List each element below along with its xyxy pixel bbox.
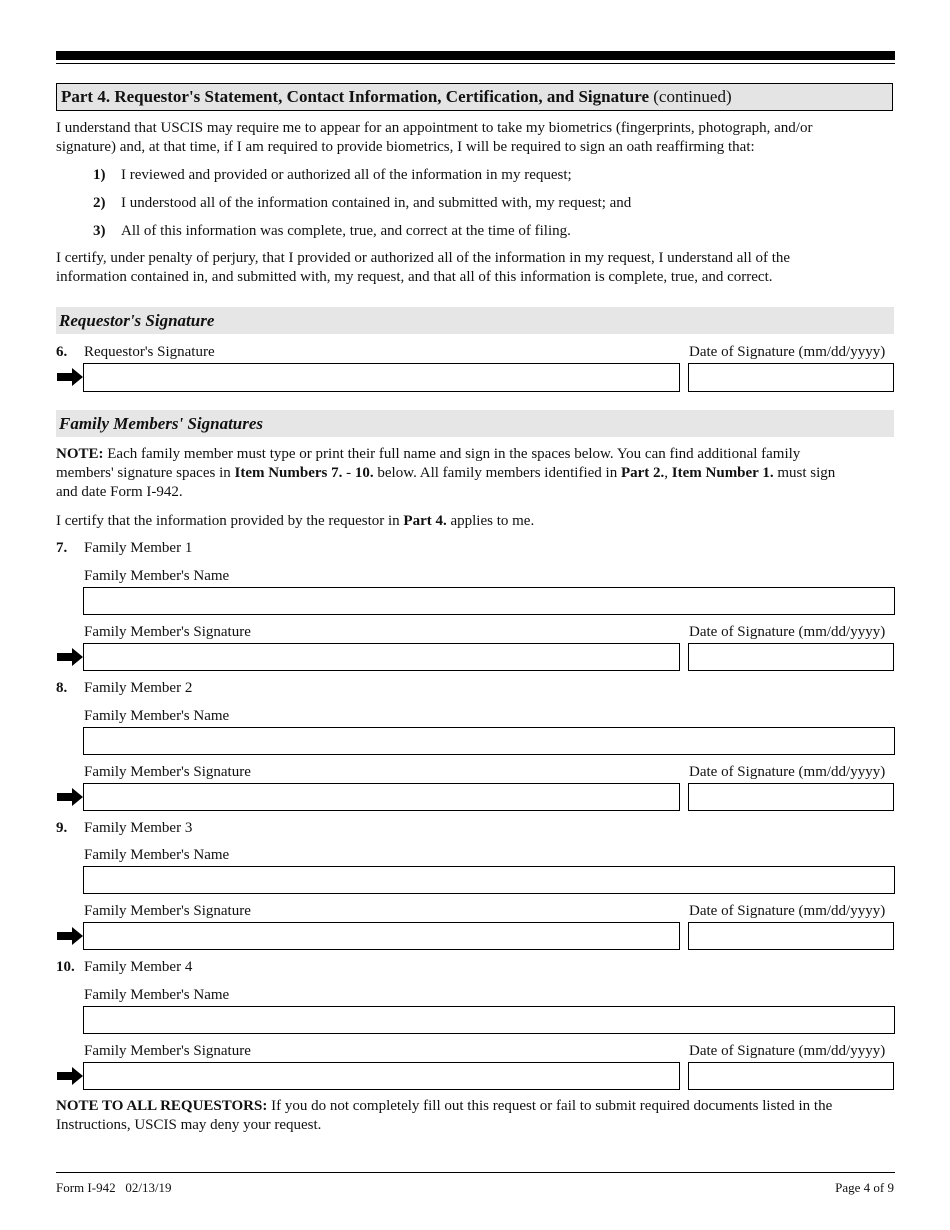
item-9-number: 9. bbox=[56, 820, 68, 836]
family-certify-c: applies to me. bbox=[446, 513, 535, 529]
top-rule-thin bbox=[56, 63, 895, 64]
family-member-4-name-field[interactable] bbox=[83, 1006, 895, 1034]
family-member-2-date-field[interactable] bbox=[688, 783, 894, 811]
biometrics-line-1: I understand that USCIS may require me to appear for an appointment to take my biometrics (fingerprints, photograph, and/or bbox=[56, 120, 813, 136]
family-member-3-name-label: Family Member's Name bbox=[84, 847, 230, 863]
biometrics-line-2: signature) and, at that time, if I am required to provide biometrics, I will be required to sign an oath reaffirming that: bbox=[56, 139, 755, 155]
oath-item-1-text: I reviewed and provided or authorized all of the information in my request; bbox=[121, 167, 572, 183]
footer-rule bbox=[56, 1172, 895, 1173]
requestor-signature-label: Requestor's Signature bbox=[84, 344, 215, 360]
family-note-paragraph bbox=[56, 445, 896, 502]
item-6-number: 6. bbox=[56, 344, 68, 360]
oath-item-1-num: 1) bbox=[93, 167, 106, 183]
certify-line-2: information contained in, and submitted with, my request, and that all of this information is complete, true, and correct. bbox=[56, 269, 773, 285]
family-member-1-name-label: Family Member's Name bbox=[84, 568, 230, 584]
oath-item-2-num: 2) bbox=[93, 195, 106, 211]
family-certify-line bbox=[56, 512, 896, 531]
family-member-1-name-field[interactable] bbox=[83, 587, 895, 615]
final-note-paragraph bbox=[56, 1097, 896, 1135]
family-member-2-name-field[interactable] bbox=[83, 727, 895, 755]
family-member-2-signature-label: Family Member's Signature bbox=[84, 764, 251, 780]
family-note-line-1 bbox=[56, 445, 896, 464]
family-member-1-title: Family Member 1 bbox=[84, 540, 193, 556]
note-text-1: Each family member must type or print their full name and sign in the spaces below. You can find additional family bbox=[103, 446, 801, 462]
part-4-header bbox=[56, 83, 893, 111]
family-note-line-2 bbox=[56, 464, 896, 483]
family-member-3-name-field[interactable] bbox=[83, 866, 895, 894]
family-member-1-date-label: Date of Signature (mm/dd/yyyy) bbox=[689, 624, 886, 640]
arrow-right-icon bbox=[57, 648, 83, 666]
item-7-number: 7. bbox=[56, 540, 68, 556]
family-member-2-signature-field[interactable] bbox=[83, 783, 680, 811]
family-member-4-title: Family Member 4 bbox=[84, 959, 193, 975]
requestor-signature-section-title: Requestor's Signature bbox=[56, 307, 894, 334]
family-member-3-date-field[interactable] bbox=[688, 922, 894, 950]
family-member-1-signature-label: Family Member's Signature bbox=[84, 624, 251, 640]
note-text-2a: members' signature spaces in bbox=[56, 465, 235, 481]
arrow-right-icon bbox=[57, 788, 83, 806]
final-note-label: NOTE TO ALL REQUESTORS: bbox=[56, 1098, 268, 1114]
family-member-4-signature-field[interactable] bbox=[83, 1062, 680, 1090]
requestor-date-field[interactable] bbox=[688, 363, 894, 392]
family-member-4-signature-label: Family Member's Signature bbox=[84, 1043, 251, 1059]
item-8-number: 8. bbox=[56, 680, 68, 696]
family-member-3-signature-label: Family Member's Signature bbox=[84, 903, 251, 919]
family-member-2-date-label: Date of Signature (mm/dd/yyyy) bbox=[689, 764, 886, 780]
family-member-4-date-label: Date of Signature (mm/dd/yyyy) bbox=[689, 1043, 886, 1059]
family-member-2-title: Family Member 2 bbox=[84, 680, 193, 696]
part-title: Part 4. Requestor's Statement, Contact Information, Certification, and Signature bbox=[61, 87, 650, 106]
arrow-right-icon bbox=[57, 927, 83, 945]
top-rule-thick bbox=[56, 51, 895, 60]
oath-item-3-text: All of this information was complete, true, and correct at the time of filing. bbox=[121, 223, 571, 239]
family-member-3-date-label: Date of Signature (mm/dd/yyyy) bbox=[689, 903, 886, 919]
certify-line-1: I certify, under penalty of perjury, that I provided or authorized all of the information in my request, I understand all of the bbox=[56, 250, 791, 266]
final-note-text-1: If you do not completely fill out this request or fail to submit required documents listed in the bbox=[267, 1098, 833, 1114]
oath-item-3-num: 3) bbox=[93, 223, 106, 239]
family-member-4-date-field[interactable] bbox=[688, 1062, 894, 1090]
arrow-right-icon bbox=[57, 368, 83, 386]
note-item-numbers: Item Numbers 7. bbox=[234, 465, 343, 481]
oath-item-2-text: I understood all of the information contained in, and submitted with, my request; and bbox=[121, 195, 632, 211]
family-certify-a: I certify that the information provided by the requestor in bbox=[56, 513, 404, 529]
item-10-number: 10. bbox=[56, 959, 75, 975]
requestor-signature-field[interactable] bbox=[83, 363, 680, 392]
family-member-3-signature-field[interactable] bbox=[83, 922, 680, 950]
note-text-2g: , bbox=[664, 465, 672, 481]
family-note-line-3: and date Form I-942. bbox=[56, 484, 183, 500]
final-note-line-1 bbox=[56, 1097, 896, 1116]
part-title-suffix: (continued) bbox=[649, 87, 732, 106]
note-label: NOTE: bbox=[56, 446, 104, 462]
note-item-number-1: Item Number 1. bbox=[671, 465, 774, 481]
note-text-2c: - bbox=[342, 465, 355, 481]
family-certify-part-4: Part 4. bbox=[403, 513, 447, 529]
note-text-2i: must sign bbox=[773, 465, 836, 481]
note-part-2: Part 2. bbox=[620, 465, 665, 481]
family-member-1-date-field[interactable] bbox=[688, 643, 894, 671]
arrow-right-icon bbox=[57, 1067, 83, 1085]
family-member-1-signature-field[interactable] bbox=[83, 643, 680, 671]
final-note-line-2: Instructions, USCIS may deny your request. bbox=[56, 1117, 322, 1133]
page-number: Page 4 of 9 bbox=[835, 1180, 894, 1195]
family-signatures-section-title: Family Members' Signatures bbox=[56, 410, 894, 437]
note-item-10: 10. bbox=[354, 465, 374, 481]
family-member-4-name-label: Family Member's Name bbox=[84, 987, 230, 1003]
requestor-date-label: Date of Signature (mm/dd/yyyy) bbox=[689, 344, 886, 360]
family-member-3-title: Family Member 3 bbox=[84, 820, 193, 836]
form-id: Form I-942 02/13/19 bbox=[56, 1180, 172, 1195]
family-member-2-name-label: Family Member's Name bbox=[84, 708, 230, 724]
certify-paragraph bbox=[56, 249, 896, 287]
biometrics-paragraph bbox=[56, 119, 896, 157]
note-text-2e: below. All family members identified in bbox=[373, 465, 621, 481]
